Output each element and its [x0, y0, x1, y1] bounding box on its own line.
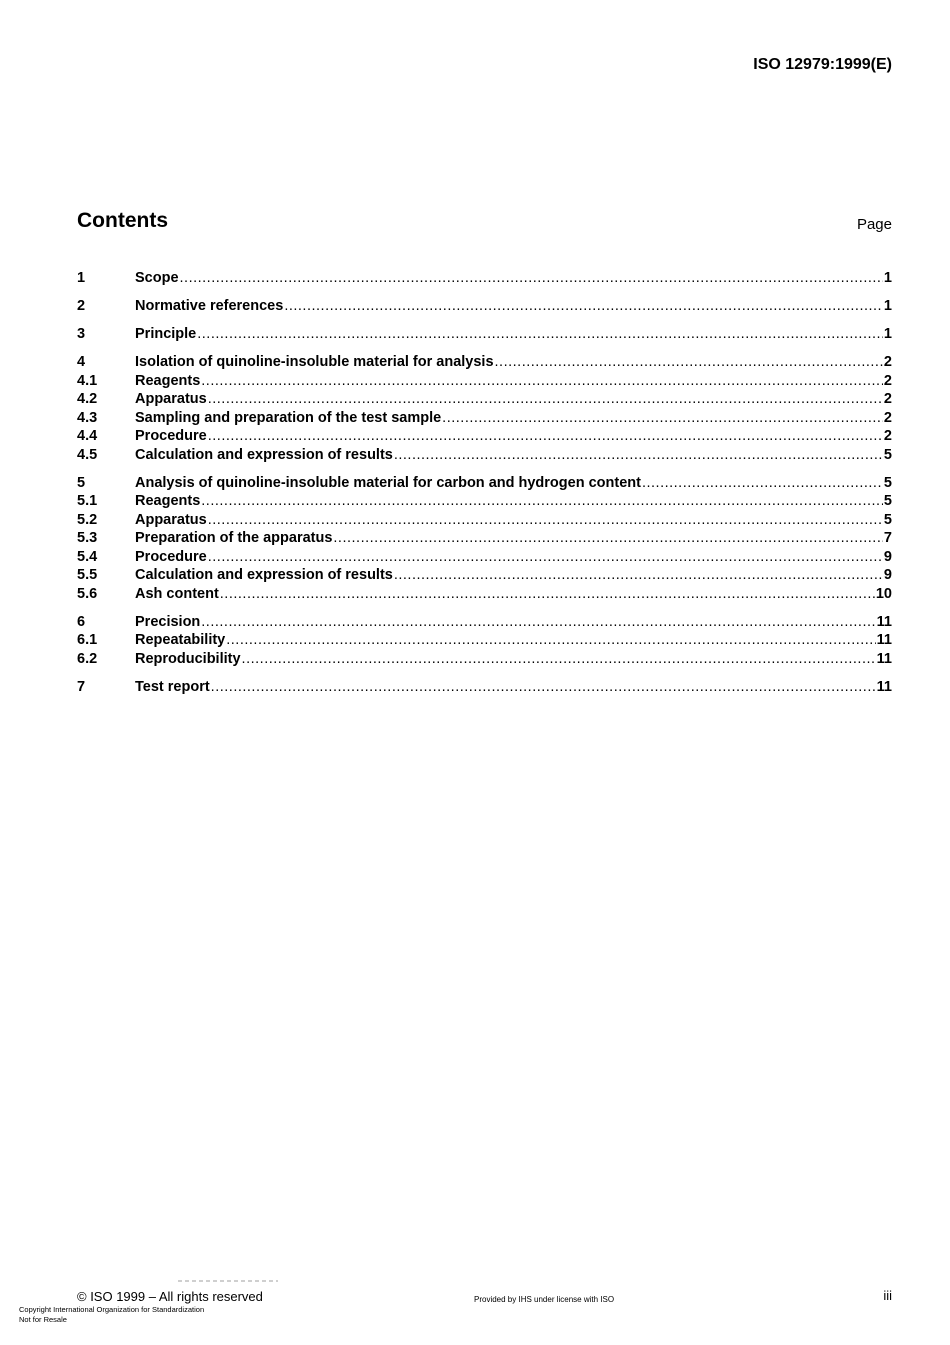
toc-entry-page: 2: [883, 391, 892, 407]
toc-entry-title: Ash content: [135, 585, 219, 602]
toc-entry-page: 2: [883, 428, 892, 444]
toc-entry[interactable]: [77, 372, 892, 391]
toc-entry-page: 5: [883, 511, 892, 528]
toc-dot-leader: [201, 613, 875, 632]
toc-entry-title: Procedure: [135, 428, 207, 444]
toc-entry-page: 5: [883, 474, 892, 491]
toc-entry-page: 2: [883, 409, 892, 426]
toc-dot-leader: [394, 566, 883, 585]
toc-entry[interactable]: [77, 446, 892, 465]
toc-entry-title: Normative references: [135, 298, 284, 314]
toc-entry-page: 5: [883, 446, 892, 463]
faint-scan-mark: [178, 1280, 278, 1282]
footer-license-note: Provided by IHS under license with ISO: [474, 1295, 615, 1304]
toc-entry-title: Test report: [135, 678, 210, 695]
toc-entry[interactable]: [77, 631, 892, 650]
toc-entry-number: 2: [77, 298, 86, 314]
toc-entry-number: 5.2: [77, 511, 98, 528]
toc-entry-number: 7: [77, 678, 86, 695]
toc-entry[interactable]: [77, 427, 892, 446]
toc-entry-number: 6: [77, 613, 86, 630]
document-id: ISO 12979:1999(E): [753, 56, 892, 73]
toc-entry[interactable]: [77, 678, 892, 697]
toc-dot-leader: [180, 269, 883, 288]
toc-entry-page: 1: [883, 270, 892, 286]
toc-entry[interactable]: [77, 566, 892, 585]
toc-entry[interactable]: [77, 269, 892, 288]
table-of-contents: [77, 269, 892, 696]
toc-entry-number: 4.5: [77, 446, 98, 463]
footer-page-number: iii: [883, 1288, 892, 1303]
toc-entry-title: Preparation of the apparatus: [135, 530, 333, 546]
toc-entry[interactable]: [77, 474, 892, 493]
toc-entry-number: 4.4: [77, 428, 98, 444]
toc-dot-leader: [201, 492, 883, 511]
page-column-label: Page: [856, 216, 892, 233]
toc-entry-title: Repeatability: [135, 632, 226, 648]
toc-dot-leader: [211, 678, 876, 697]
toc-entry-page: 7: [883, 530, 892, 546]
toc-dot-leader: [495, 353, 883, 372]
toc-entry-title: Principle: [135, 326, 197, 342]
toc-entry[interactable]: [77, 548, 892, 567]
toc-dot-leader: [284, 297, 883, 316]
toc-entry-page: 9: [883, 567, 892, 583]
toc-entry-title: Reproducibility: [135, 650, 241, 667]
toc-entry[interactable]: [77, 390, 892, 409]
footer-copyright-line: Copyright International Organization for Standardization: [19, 1305, 205, 1314]
toc-dot-leader: [208, 390, 883, 409]
toc-entry-title: Calculation and expression of results: [135, 446, 393, 463]
toc-entry-page: 11: [876, 613, 892, 630]
toc-entry[interactable]: [77, 492, 892, 511]
toc-entry-page: 10: [875, 585, 892, 602]
toc-dot-leader: [208, 511, 883, 530]
toc-entry-number: 3: [77, 326, 86, 342]
toc-entry-title: Analysis of quinoline-insoluble material for carbon and hydrogen content: [135, 474, 641, 491]
toc-dot-leader: [226, 631, 875, 650]
toc-entry-page: 11: [876, 678, 892, 695]
toc-entry-number: 5.4: [77, 548, 98, 565]
toc-entry[interactable]: [77, 585, 892, 604]
toc-entry-number: 5.1: [77, 493, 98, 509]
toc-entry-number: 5.6: [77, 585, 98, 602]
toc-entry-page: 1: [883, 326, 892, 342]
toc-entry-title: Procedure: [135, 548, 207, 565]
toc-entry-title: Apparatus: [135, 511, 207, 528]
toc-entry-title: Calculation and expression of results: [135, 567, 393, 583]
toc-entry-title: Precision: [135, 613, 201, 630]
toc-dot-leader: [242, 650, 876, 669]
toc-entry-page: 2: [883, 372, 892, 389]
toc-dot-leader: [333, 529, 883, 548]
toc-entry-number: 4.1: [77, 372, 98, 389]
toc-entry-page: 11: [876, 650, 892, 667]
toc-entry[interactable]: [77, 529, 892, 548]
toc-entry-page: 9: [883, 548, 892, 565]
toc-entry-number: 4: [77, 354, 86, 370]
contents-heading: Contents: [77, 209, 168, 232]
toc-dot-leader: [442, 409, 883, 428]
toc-entry-number: 4.2: [77, 391, 98, 407]
toc-entry-title: Reagents: [135, 493, 201, 509]
footer-resale-line: Not for Resale: [19, 1315, 67, 1324]
toc-entry-title: Apparatus: [135, 391, 207, 407]
toc-entry-title: Scope: [135, 270, 179, 286]
toc-dot-leader: [201, 372, 883, 391]
toc-entry-page: 5: [883, 493, 892, 509]
toc-dot-leader: [394, 446, 883, 465]
footer-copyright-notice: [19, 1305, 204, 1325]
footer-copyright: © ISO 1999 – All rights reserved: [77, 1289, 263, 1304]
toc-entry-page: 1: [883, 298, 892, 314]
toc-entry[interactable]: [77, 650, 892, 669]
toc-entry-page: 11: [876, 632, 892, 648]
toc-entry[interactable]: [77, 613, 892, 632]
toc-entry-title: Isolation of quinoline-insoluble material for analysis: [135, 354, 494, 370]
toc-entry-number: 1: [77, 270, 86, 286]
toc-dot-leader: [208, 427, 883, 446]
toc-dot-leader: [197, 325, 883, 344]
toc-entry-number: 6.2: [77, 650, 98, 667]
toc-entry[interactable]: [77, 353, 892, 372]
toc-entry[interactable]: [77, 297, 892, 316]
toc-entry-number: 5: [77, 474, 86, 491]
toc-entry-number: 4.3: [77, 409, 98, 426]
toc-entry[interactable]: [77, 409, 892, 428]
toc-entry-number: 5.3: [77, 530, 98, 546]
toc-dot-leader: [642, 474, 883, 493]
toc-dot-leader: [208, 548, 883, 567]
toc-entry-number: 6.1: [77, 632, 98, 648]
toc-entry-page: 2: [883, 354, 892, 370]
toc-dot-leader: [220, 585, 875, 604]
toc-entry[interactable]: [77, 511, 892, 530]
toc-entry-number: 5.5: [77, 567, 98, 583]
toc-entry-title: Reagents: [135, 372, 201, 389]
toc-entry[interactable]: [77, 325, 892, 344]
toc-entry-title: Sampling and preparation of the test sample: [135, 409, 442, 426]
